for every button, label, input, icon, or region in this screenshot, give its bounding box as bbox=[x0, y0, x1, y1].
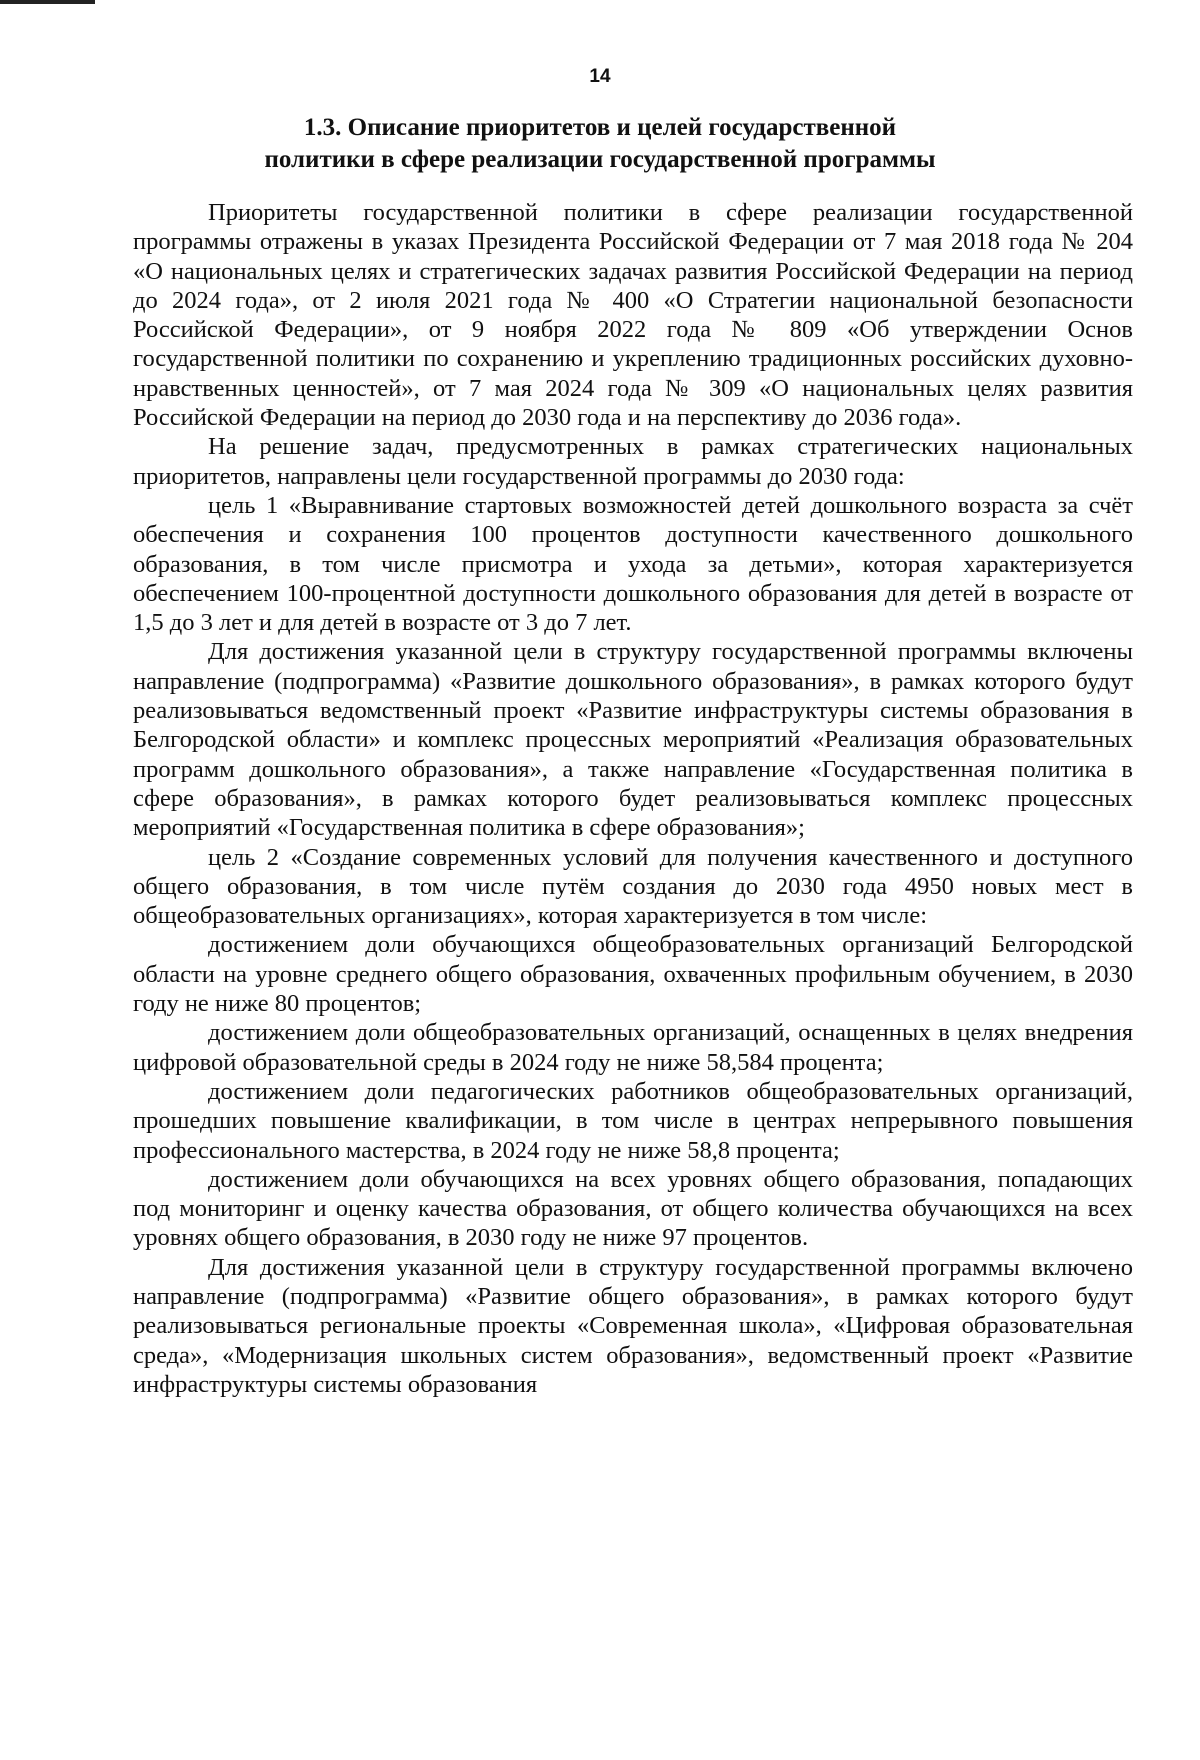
paragraph-indicator-profile-education: достижением доли обучающихся общеобразовательных организаций Белгородской области на уровне среднего общего образования, охваченных профильным обучением, в 2030 году не ниже 80 процентов; bbox=[133, 931, 1133, 1018]
paragraph-indicator-quality-monitoring: достижением доли обучающихся на всех уровнях общего образования, попадающих под мониторинг и оценку качества образования, от общего количества обучающихся на всех уровнях общего образования, в 2030 году не ниже 97 процентов. bbox=[133, 1165, 1133, 1252]
paragraph-indicator-digital-environment: достижением доли общеобразовательных организаций, оснащенных в целях внедрения цифровой образовательной среды в 2024 году не ниже 58,584 процента; bbox=[133, 1019, 1133, 1076]
paragraph-goal-1-structure: Для достижения указанной цели в структуру государственной программы включены направление (подпрограмма) «Развитие дошкольного образования», в рамках которого будут реализовываться ведомственный проект «Развитие инфраструктуры системы образования в Белгородской области» и комплекс процессных мероприятий «Реализация образовательных программ дошкольного образования», а также направление «Государственная политика в сфере образования», в рамках которого будет реализовываться комплекс процессных мероприятий «Государственная политика в сфере образования»; bbox=[133, 638, 1133, 842]
paragraph-indicator-teacher-training: достижением доли педагогических работников общеобразовательных организаций, прошедших повышение квалификации, в том числе в центрах непрерывного повышения профессионального мастерства, в 2024 году не ниже 58,8 процента; bbox=[133, 1077, 1133, 1164]
section-heading-line-2: политики в сфере реализации государственной программы bbox=[264, 146, 936, 173]
paragraph-priorities: Приоритеты государственной политики в сфере реализации государственной программы отражены в указах Президента Российской Федерации от 7 мая 2018 года № 204 «О национальных целях и стратегических задачах развития Российской Федерации на период до 2024 года», от 2 июля 2021 года № 400 «О Стратегии национальной безопасности Российской Федерации», от 9 ноября 2022 года № 809 «Об утверждении Основ государственной политики по сохранению и укреплению традиционных российских духовно-нравственных ценностей», от 7 мая 2024 года № 309 «О национальных целях развития Российской Федерации на период до 2030 года и на перспективу до 2036 года». bbox=[133, 199, 1133, 432]
paragraph-goal-2: цель 2 «Создание современных условий для получения качественного и доступного общего образования, в том числе путём создания до 2030 года 4950 новых мест в общеобразовательных организациях», которая характеризуется в том числе: bbox=[133, 843, 1133, 930]
paragraph-goals-intro: На решение задач, предусмотренных в рамках стратегических национальных приоритетов, направлены цели государственной программы до 2030 года: bbox=[133, 433, 1133, 490]
section-heading bbox=[150, 112, 1050, 176]
section-heading-line-1: 1.3. Описание приоритетов и целей государственной bbox=[303, 114, 897, 141]
page-number: 14 bbox=[589, 66, 611, 87]
paragraph-goal-2-structure: Для достижения указанной цели в структуру государственной программы включено направление (подпрограмма) «Развитие общего образования», в рамках которого будут реализовываться региональные проекты «Современная школа», «Цифровая образовательная среда», «Модернизация школьных систем образования», ведомственный проект «Развитие инфраструктуры системы образования bbox=[133, 1253, 1133, 1398]
body-text bbox=[133, 198, 1133, 1399]
scan-edge-mark bbox=[0, 0, 95, 4]
paragraph-goal-1: цель 1 «Выравнивание стартовых возможностей детей дошкольного возраста за счёт обеспечения и сохранения 100 процентов доступности качественного дошкольного образования, в том числе присмотра и ухода за детьми», которая характеризуется обеспечением 100-процентной доступности дошкольного образования для детей в возрасте от 1,5 до 3 лет и для детей в возрасте от 3 до 7 лет. bbox=[133, 491, 1133, 637]
